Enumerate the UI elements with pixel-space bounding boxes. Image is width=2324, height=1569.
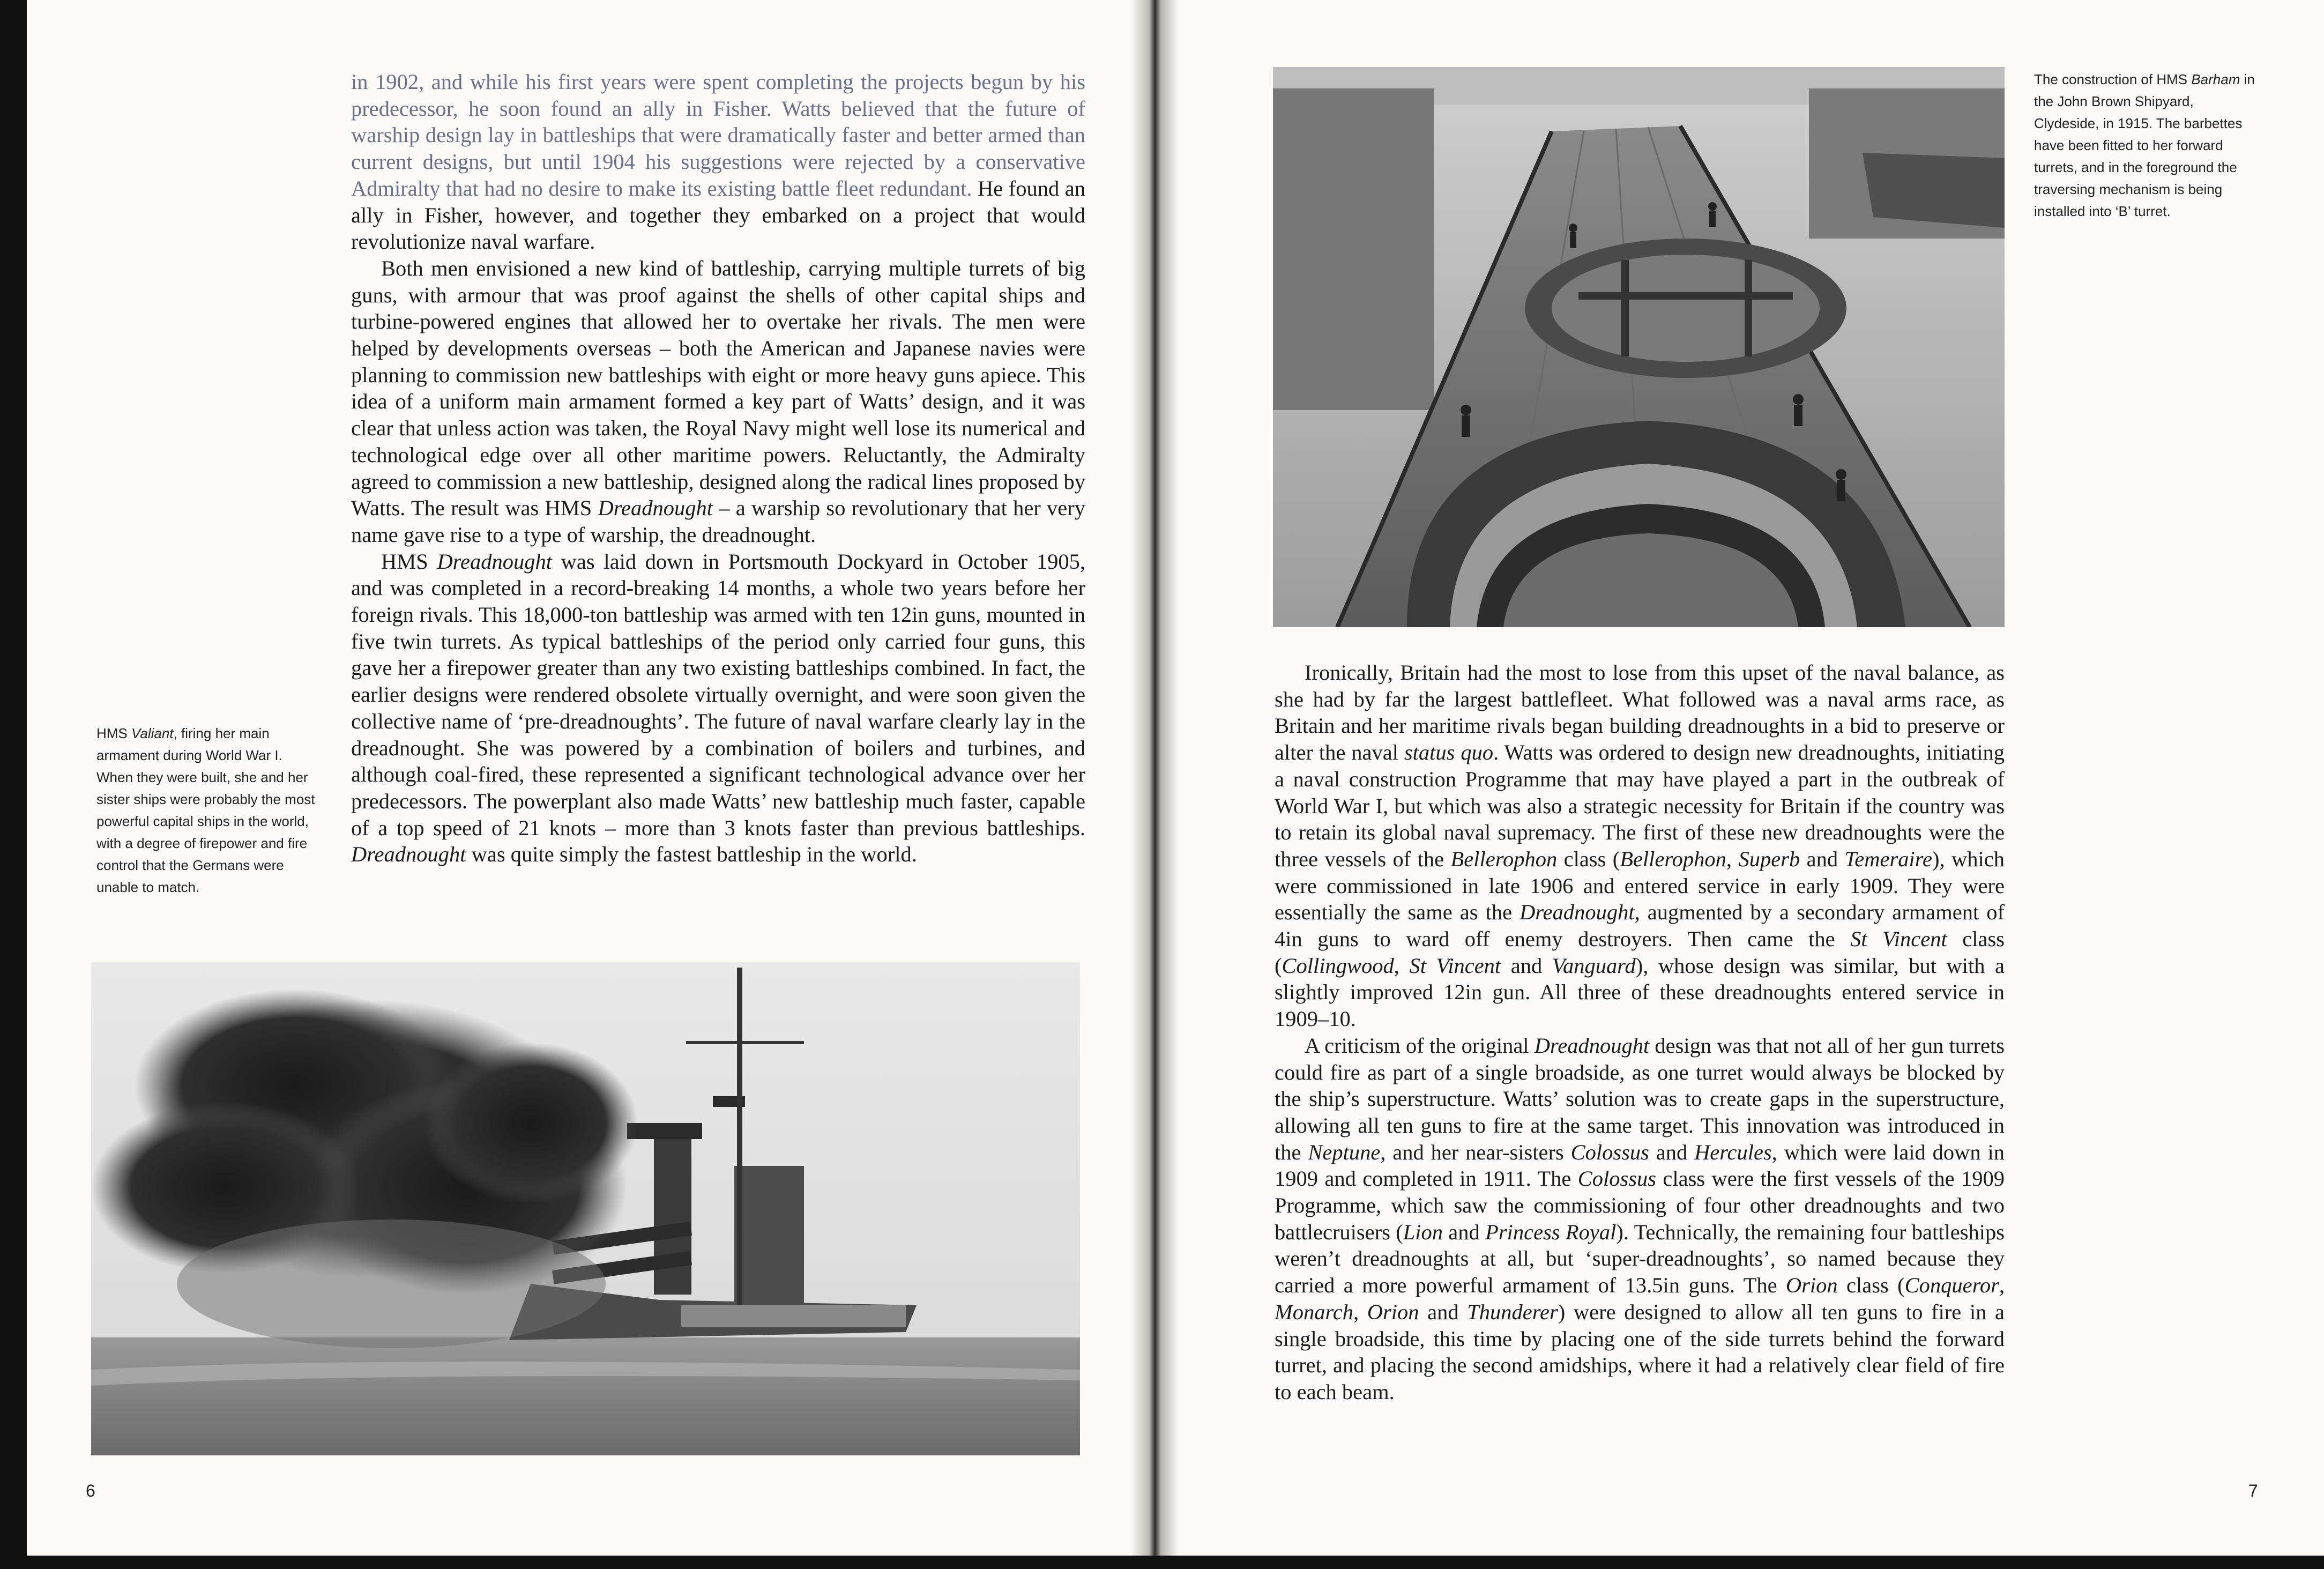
- battleship-firing-photo: [91, 962, 1080, 1455]
- shipyard-turret-construction-photo: [1273, 67, 2005, 627]
- right-paragraph-2: A criticism of the original Dreadnought design was that not all of her gun turrets could fire as part of a single broadside, as one turret would always be blocked by the ship’s superstructure. Watts’ solution was to create gaps in the superstructure, allowing all ten guns to fire at the same target. This innovation was introduced in the Neptune, and her near-sisters Colossus and Hercules, which were laid down in 1909 and completed in 1911. The Colossus class were the first vessels of the 1909 Programme, which saw the commissioning of four other dreadnoughts and two battlecruisers (Lion and Princess Royal). Technically, the remaining four battleships weren’t dreadnoughts at all, but ‘super-dreadnoughts’, so named because they carried a more powerful armament of 13.5in guns. The Orion class (Conqueror, Monarch, Orion and Thunderer) were designed to allow all ten guns to fire in a single broadside, this time by placing one of the side turrets behind the forward turret, and placing the second amidships, where it had a relatively clear field of fire to each beam.: [1275, 1033, 2005, 1404]
- scan-edge-left: [0, 0, 27, 1569]
- right-paragraph-1: Ironically, Britain had the most to lose from this upset of the naval balance, as she had by far the largest battlefleet. What followed was a naval arms race, as Britain and her maritime rivals began building dreadnoughts in a bid to preserve or alter the naval status quo. Watts was ordered to design new dreadnoughts, initiating a naval construction Programme that may have played a part in the outbreak of World War I, but which was also a strategic necessity for Britain if the country was to retain its global naval supremacy. The first of these new dreadnoughts were the three vessels of the Bellerophon class (Bellerophon, Superb and Temeraire), which were commissioned in late 1906 and entered service in early 1909. They were essentially the same as the Dreadnought, augmented by a secondary armament of 4in guns to ward off enemy destroyers. Then came the St Vincent class (Collingwood, St Vincent and Vanguard), whose design was similar, but with a slightly improved 12in gun. All three of these dreadnoughts entered service in 1909–10.: [1275, 660, 2005, 1031]
- left-paragraph-1: in 1902, and while his first years were spent completing the projects begun by his predecessor, he soon found an ally in Fisher. Watts believed that the future of warship design lay in battleships that were dramatically faster and better armed than current designs, but until 1904 his suggestions were rejected by a conservative Admiralty that had no desire to make its existing battle fleet redundant. He found an ally in Fisher, however, and together they embarked on a project that would revolutionize naval warfare.: [351, 70, 1085, 254]
- left-paragraph-2: Both men envisioned a new kind of battleship, carrying multiple turrets of big guns, with armour that was proof against the shells of other capital ships and turbine-powered engines that allowed her to overtake her rivals. The men were helped by developments overseas – both the American and Japanese navies were planning to commission new battleships with eight or more heavy guns apiece. This idea of a uniform main armament formed a key part of Watts’ design, and it was clear that unless action was taken, the Royal Navy might well lose its numerical and technological edge over all other maritime powers. Reluctantly, the Admiralty agreed to commission a new battleship, designed along the radical lines proposed by Watts. The result was HMS Dreadnought – a warship so revolutionary that her very name gave rise to a type of warship, the dreadnought.: [351, 256, 1085, 547]
- book-gutter: [1131, 0, 1179, 1556]
- left-body-text: [351, 69, 1085, 868]
- left-photo-caption: HMS Valiant, firing her main armament during World War I. When they were built, she and her sister ships were probably the most powerful capital ships in the world, with a degree of firepower and fire control that the Germans were unable to match.: [96, 725, 315, 895]
- left-paragraph-3: HMS Dreadnought was laid down in Portsmouth Dockyard in October 1905, and was completed in a record-breaking 14 months, a whole two years before her foreign rivals. This 18,000-ton battleship was armed with ten 12in guns, mounted in five twin turrets. As typical battleships of the period only carried four guns, this gave her a firepower greater than any two existing battleships combined. In fact, the earlier designs were rendered obsolete virtually overnight, and were soon given the collective name of ‘pre-dreadnoughts’. The future of naval warfare clearly lay in the dreadnought. She was powered by a combination of boilers and turbines, and although coal-fired, these represented a significant technological advance over her predecessors. The powerplant also made Watts’ new battleship much faster, capable of a top speed of 21 knots – more than 3 knots faster than previous battleships. Dreadnought was quite simply the fastest battleship in the world.: [351, 549, 1085, 867]
- right-page-number: 7: [2248, 1481, 2258, 1500]
- right-body-text: [1275, 659, 2005, 1406]
- scan-edge-bottom: [0, 1556, 2324, 1569]
- left-page-number: 6: [86, 1481, 95, 1500]
- right-photo-caption: The construction of HMS Barham in the John Brown Shipyard, Clydeside, in 1915. The barbettes have been fitted to her forward turrets, and in the foreground the traversing mechanism is being installed into ‘B’ turret.: [2034, 71, 2255, 219]
